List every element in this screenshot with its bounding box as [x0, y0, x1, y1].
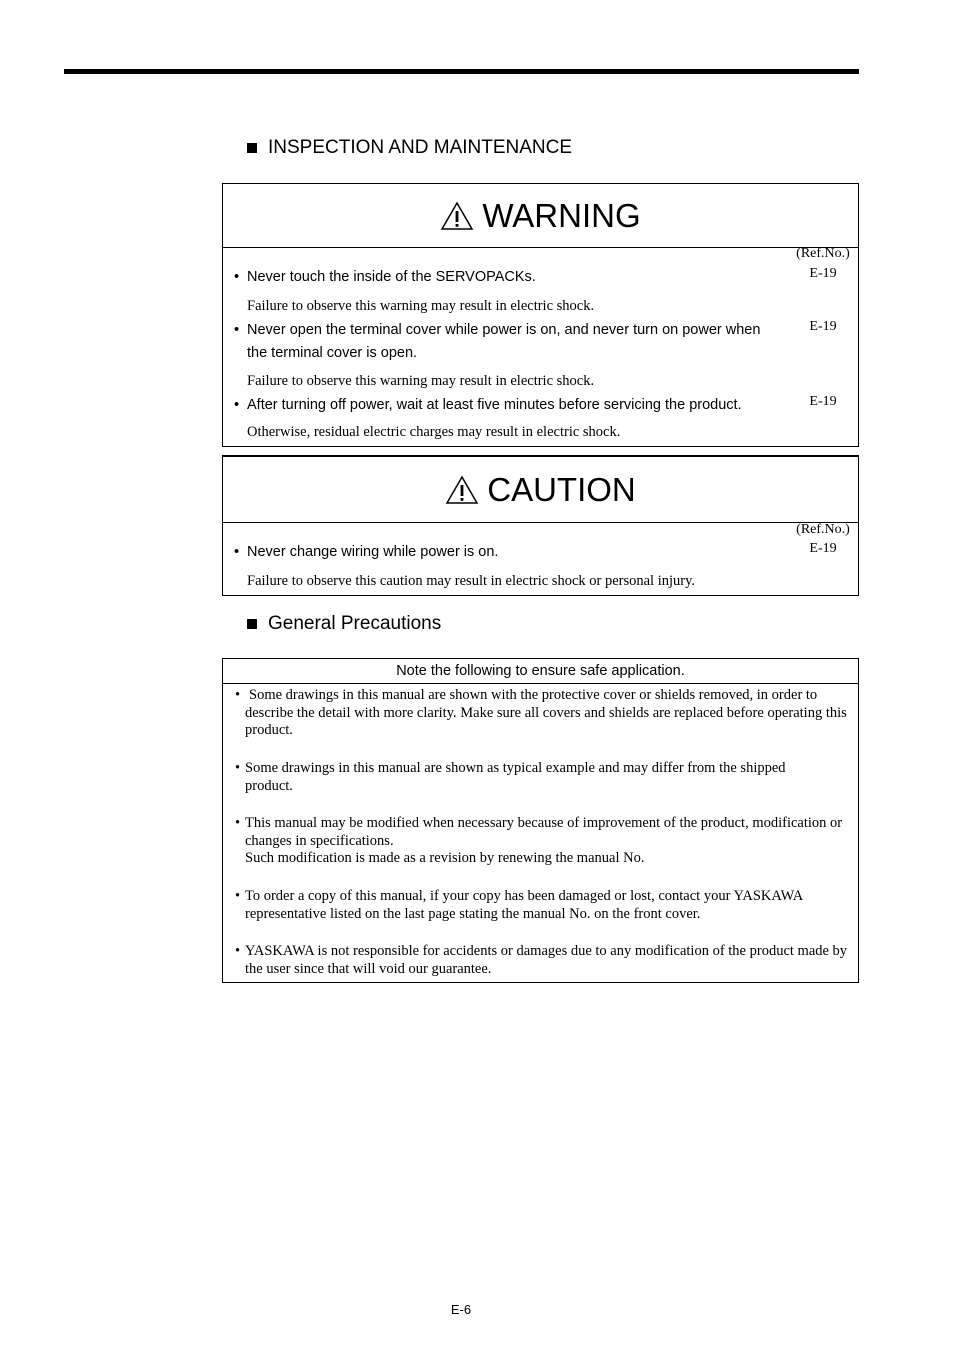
- precaution-item: [235, 815, 855, 868]
- caution-item-text: Never change wiring while power is on.: [247, 544, 499, 560]
- bullet: •: [235, 687, 241, 703]
- precaution-item: [235, 943, 855, 978]
- precaution-text: This manual may be modified when necessary because of improvement of the product, modification or changes in specifications.: [245, 815, 843, 849]
- bullet: •: [235, 815, 241, 831]
- ref-no-header: (Ref.No.): [796, 246, 850, 261]
- warning-item-text: Never open the terminal cover while power is on, and never turn on power when the terminal cover is open.: [247, 322, 761, 361]
- caution-title: CAUTION: [487, 470, 636, 508]
- bullet: •: [235, 943, 241, 959]
- warning-item-note: Failure to observe this warning may result in electric shock.: [247, 373, 595, 389]
- ref-number: E-19: [809, 541, 837, 556]
- warning-box: [222, 183, 859, 447]
- precaution-item: [235, 760, 795, 795]
- precaution-item: [235, 687, 855, 740]
- bullet: •: [235, 888, 241, 904]
- precaution-text: Some drawings in this manual are shown as typical example and may differ from the shipped product.: [245, 760, 786, 794]
- bullet: •: [234, 322, 240, 338]
- top-rule: [64, 69, 859, 74]
- precaution-item: [235, 888, 855, 923]
- ref-number: E-19: [809, 266, 837, 281]
- square-bullet-icon: [247, 143, 257, 153]
- precaution-text: YASKAWA is not responsible for accidents or damages due to any modification of the product made by the user since that will void our guarantee.: [245, 943, 848, 977]
- bullet: •: [234, 544, 240, 560]
- caution-box: [222, 455, 859, 596]
- section-heading-inspection: [247, 137, 572, 159]
- warning-item-text: After turning off power, wait at least five minutes before servicing the product.: [247, 397, 742, 413]
- precaution-text: To order a copy of this manual, if your copy has been damaged or lost, contact your YASKAWA representative listed on the last page stating the manual No. on the front cover.: [245, 888, 803, 922]
- caution-header: [223, 457, 858, 523]
- ref-no-header: (Ref.No.): [796, 522, 850, 537]
- general-precautions-header: Note the following to ensure safe application.: [223, 659, 858, 684]
- general-precautions-box: [222, 658, 859, 983]
- bullet: •: [235, 760, 241, 776]
- ref-number: E-19: [809, 394, 837, 409]
- warning-item-note: Otherwise, residual electric charges may result in electric shock.: [247, 424, 621, 440]
- caution-item-note: Failure to observe this caution may result in electric shock or personal injury.: [247, 573, 696, 589]
- caution-triangle-icon: [445, 475, 479, 505]
- page-number: E-6: [450, 1302, 472, 1317]
- warning-item-text: Never touch the inside of the SERVOPACKs.: [247, 269, 536, 285]
- warning-item-note: Failure to observe this warning may result in electric shock.: [247, 298, 595, 314]
- bullet: •: [234, 397, 240, 413]
- section-title: General Precautions: [268, 613, 442, 634]
- section-heading-general: [247, 613, 441, 635]
- precaution-text: Some drawings in this manual are shown with the protective cover or shields removed, in order to describe the detail with more clarity. Make sure all covers and shields are replaced before operating this product.: [245, 687, 847, 738]
- precaution-text: Such modification is made as a revision by renewing the manual No.: [245, 850, 645, 866]
- ref-number: E-19: [809, 319, 837, 334]
- warning-header: [223, 184, 858, 248]
- square-bullet-icon: [247, 619, 257, 629]
- section-title: INSPECTION AND MAINTENANCE: [268, 137, 573, 158]
- bullet: •: [234, 269, 240, 285]
- warning-title: WARNING: [482, 196, 641, 234]
- warning-triangle-icon: [440, 201, 474, 231]
